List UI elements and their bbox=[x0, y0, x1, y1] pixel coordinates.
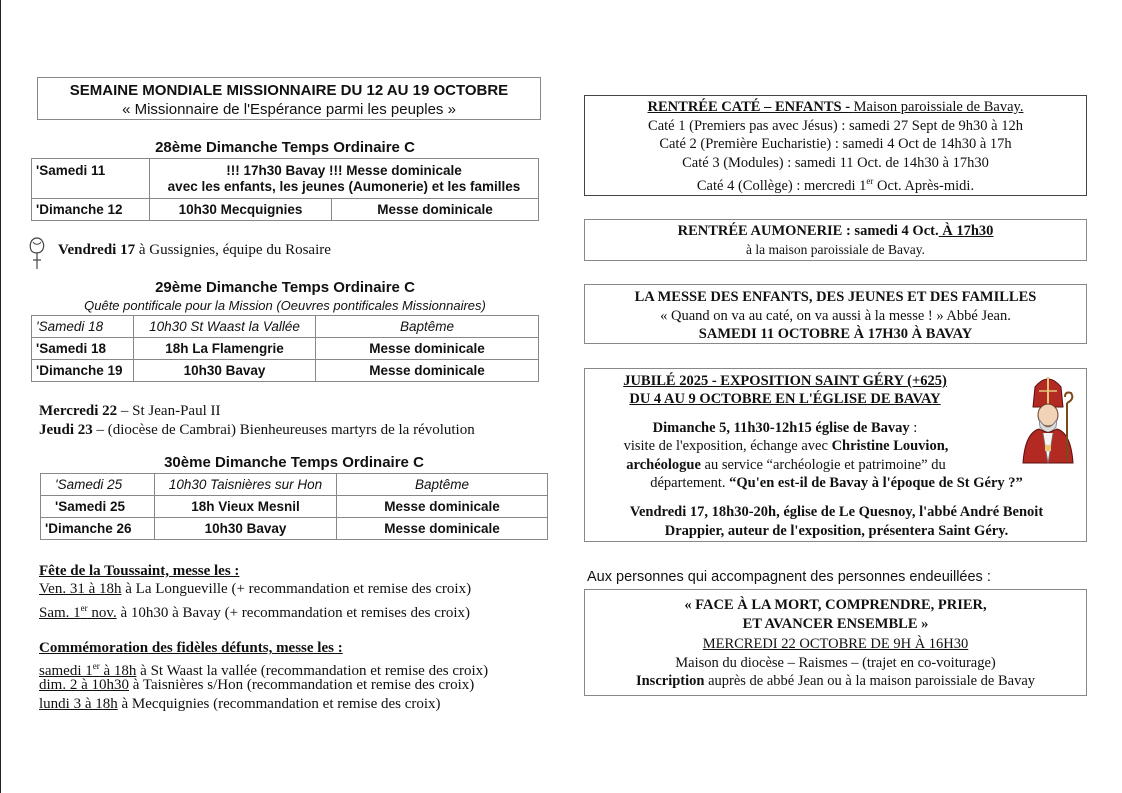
saint-day: Jeudi 23 bbox=[39, 422, 93, 438]
day-cell: 'Samedi 25 bbox=[41, 474, 155, 496]
day-cell: 'Samedi 18 bbox=[32, 338, 134, 360]
jubile-vendredi-2: Drappier, auteur de l'exposition, présentera Saint Géry. bbox=[664, 523, 1009, 539]
event-cell: Messe dominicale bbox=[316, 338, 539, 360]
cate-last-text: Oct. Après-midi. bbox=[873, 177, 975, 194]
dim29-heading: 29ème Dimanche Temps Ordinaire C bbox=[155, 279, 415, 296]
jubile-archeologue bbox=[585, 456, 987, 475]
saint-text: – St Jean-Paul II bbox=[117, 403, 221, 419]
aumonerie-title bbox=[585, 222, 1086, 241]
jubile-title-1: JUBILÉ 2025 - EXPOSITION SAINT GÉRY (+625) bbox=[623, 373, 947, 389]
jubile-arch-bold: archéologue bbox=[626, 457, 701, 473]
defunts-heading: Commémoration des fidèles défunts, messe les : bbox=[39, 640, 343, 656]
cate-line bbox=[585, 172, 1086, 195]
jubile-vendredi: Vendredi 17, 18h30-20h, église de Le Quesnoy, l'abbé André Benoit bbox=[629, 504, 1044, 520]
messe-enfants-box bbox=[584, 284, 1087, 344]
vendredi17-line bbox=[58, 241, 331, 260]
date-part: Sam. 1 bbox=[39, 605, 81, 621]
table-row bbox=[41, 474, 548, 496]
cate-line: Caté 2 (Première Eucharistie) : samedi 4 Oct de 14h30 à 17h bbox=[659, 136, 1012, 152]
cate-line: Caté 3 (Modules) : samedi 11 Oct. de 14h30 à 17h30 bbox=[682, 154, 989, 171]
place-cell: 10h30 Mecquignies bbox=[150, 199, 332, 221]
inscription-text: auprès de abbé Jean ou à la maison paroissiale de Bavay bbox=[704, 673, 1036, 689]
day-cell: 'Dimanche 19 bbox=[32, 360, 134, 382]
cate-last-sup: er bbox=[866, 176, 874, 186]
saint-line-jeudi bbox=[39, 421, 475, 440]
toussaint-line bbox=[39, 580, 471, 599]
endeuilles-title-2: ET AVANCER ENSEMBLE » bbox=[742, 615, 929, 632]
jubile-box bbox=[584, 368, 1087, 542]
date-part: nov. bbox=[87, 605, 117, 621]
cate-line: Caté 1 (Premiers pas avec Jésus) : samedi 27 Sept de 9h30 à 12h bbox=[648, 117, 1023, 134]
place-cell: 10h30 St Waast la Vallée bbox=[134, 316, 316, 338]
defunts-text: à Mecquignies (recommandation et remise des croix) bbox=[117, 696, 441, 712]
messe-enfants-title: LA MESSE DES ENFANTS, DES JEUNES ET DES FAMILLES bbox=[634, 289, 1037, 305]
day-cell: 'Samedi 25 bbox=[41, 496, 155, 518]
aumonerie-box bbox=[584, 219, 1087, 261]
event-cell: Messe dominicale bbox=[337, 496, 548, 518]
toussaint-date: Ven. 31 à 18h bbox=[39, 581, 122, 597]
jubile-dept-quote: “Qu'en est-il de Bavay à l'époque de St Géry ?” bbox=[729, 475, 1023, 491]
event-cell: Messe dominicale bbox=[316, 360, 539, 382]
place-cell: 10h30 Bavay bbox=[155, 518, 337, 540]
semaine-subtitle: « Missionnaire de l'Espérance parmi les peuples » bbox=[122, 101, 456, 118]
table-row bbox=[41, 518, 548, 540]
defunts-date: dim. 2 à 10h30 bbox=[39, 677, 129, 693]
event-cell: Messe dominicale bbox=[332, 199, 539, 221]
toussaint-text: à La Longueville (+ recommandation et remise des croix) bbox=[121, 581, 472, 597]
saint-line-mercredi bbox=[39, 402, 221, 421]
event-line-1: !!! 17h30 Bavay !!! Messe dominicale bbox=[226, 162, 462, 178]
cate-title bbox=[585, 98, 1086, 117]
saint-text: – (diocèse de Cambrai) Bienheureuses martyrs de la révolution bbox=[92, 422, 475, 438]
jubile-dept-text: département. bbox=[650, 475, 730, 491]
table-row bbox=[32, 360, 539, 382]
date-part: à 18h bbox=[99, 663, 137, 679]
endeuilles-title-1: « FACE À LA MORT, COMPRENDRE, PRIER, bbox=[684, 597, 987, 613]
jubile-dimanche bbox=[585, 419, 985, 438]
date-sup: er bbox=[92, 661, 100, 671]
jubile-departement bbox=[585, 474, 1088, 493]
dim29-subtitle: Quête pontificale pour la Mission (Oeuvres pontificales Missionnaires) bbox=[84, 298, 486, 313]
cate-title-place: Maison paroissiale de Bavay. bbox=[853, 99, 1024, 115]
dim28-table bbox=[31, 158, 539, 221]
table-row bbox=[32, 338, 539, 360]
date-sup: er bbox=[80, 603, 88, 613]
place-cell: 10h30 Taisnières sur Hon bbox=[155, 474, 337, 496]
toussaint-text: à 10h30 à Bavay (+ recommandation et remises des croix) bbox=[116, 605, 471, 621]
dim30-heading: 30ème Dimanche Temps Ordinaire C bbox=[164, 454, 424, 471]
cate-last-text: Caté 4 (Collège) : mercredi 1 bbox=[696, 177, 867, 194]
table-row bbox=[32, 199, 539, 221]
page-edge bbox=[0, 0, 1, 793]
defunts-line bbox=[39, 676, 474, 695]
endeuilles-box bbox=[584, 589, 1087, 696]
day-cell: 'Dimanche 12 bbox=[32, 199, 150, 221]
inscription-label: Inscription bbox=[635, 673, 705, 689]
event-cell: Baptême bbox=[337, 474, 548, 496]
jubile-visite bbox=[585, 437, 987, 456]
event-cell bbox=[150, 159, 539, 199]
messe-enfants-date: SAMEDI 11 OCTOBRE À 17H30 À BAVAY bbox=[698, 326, 973, 342]
toussaint-line bbox=[39, 599, 470, 623]
event-cell: Baptême bbox=[316, 316, 539, 338]
endeuilles-lieu: Maison du diocèse – Raismes – (trajet en co-voiturage) bbox=[675, 654, 996, 671]
place-cell: 18h La Flamengrie bbox=[134, 338, 316, 360]
aumonerie-time: À 17h30 bbox=[938, 223, 994, 239]
aumonerie-place: à la maison paroissiale de Bavay. bbox=[745, 241, 926, 257]
endeuilles-intro: Aux personnes qui accompagnent des personnes endeuillées : bbox=[587, 569, 991, 585]
jubile-arch-text: au service “archéologie et patrimoine” du bbox=[700, 457, 946, 473]
aumonerie-title-text: RENTRÉE AUMONERIE : samedi 4 Oct. bbox=[677, 223, 939, 239]
day-cell: 'Samedi 11 bbox=[32, 159, 150, 199]
dim30-table bbox=[40, 473, 548, 540]
vendredi17-day: Vendredi 17 bbox=[58, 242, 136, 258]
place-cell: 10h30 Bavay bbox=[134, 360, 316, 382]
place-cell: 18h Vieux Mesnil bbox=[155, 496, 337, 518]
semaine-missionnaire-box bbox=[37, 77, 541, 120]
day-cell: 'Samedi 18 bbox=[32, 316, 134, 338]
rosary-icon bbox=[26, 235, 48, 271]
table-row bbox=[32, 159, 539, 199]
date-part: samedi 1 bbox=[39, 663, 93, 679]
defunts-date: lundi 3 à 18h bbox=[39, 696, 118, 712]
toussaint-heading: Fête de la Toussaint, messe les : bbox=[39, 563, 240, 579]
endeuilles-inscription bbox=[585, 672, 1086, 691]
cate-box bbox=[584, 95, 1087, 196]
table-row bbox=[32, 316, 539, 338]
endeuilles-date: MERCREDI 22 OCTOBRE DE 9H À 16H30 bbox=[702, 636, 969, 652]
messe-enfants-quote: « Quand on va au caté, on va aussi à la messe ! » Abbé Jean. bbox=[660, 307, 1011, 324]
dim29-table bbox=[31, 315, 539, 382]
toussaint-date bbox=[39, 605, 117, 621]
cate-title-main: RENTRÉE CATÉ – ENFANTS - bbox=[647, 99, 854, 115]
vendredi17-text: à Gussignies, équipe du Rosaire bbox=[135, 242, 331, 258]
defunts-text: à St Waast la vallée (recommandation et remise des croix) bbox=[136, 663, 489, 679]
jubile-visite-text: visite de l'exposition, échange avec bbox=[623, 438, 832, 454]
saint-gery-icon bbox=[1019, 373, 1077, 465]
defunts-text: à Taisnières s/Hon (recommandation et remise des croix) bbox=[129, 677, 475, 693]
saint-day: Mercredi 22 bbox=[39, 403, 118, 419]
jubile-title-2: DU 4 AU 9 OCTOBRE EN L'ÉGLISE DE BAVAY bbox=[629, 391, 941, 407]
jubile-visite-name: Christine Louvion, bbox=[831, 438, 949, 454]
jubile-dimanche-colon: : bbox=[909, 420, 918, 436]
semaine-title: SEMAINE MONDIALE MISSIONNAIRE DU 12 AU 19 OCTOBRE bbox=[69, 82, 509, 99]
defunts-line bbox=[39, 695, 441, 714]
dim28-heading: 28ème Dimanche Temps Ordinaire C bbox=[155, 139, 415, 156]
jubile-dimanche-text: Dimanche 5, 11h30-12h15 église de Bavay bbox=[652, 420, 910, 436]
event-cell: Messe dominicale bbox=[337, 518, 548, 540]
day-cell: 'Dimanche 26 bbox=[41, 518, 155, 540]
table-row bbox=[41, 496, 548, 518]
event-line-2: avec les enfants, les jeunes (Aumonerie) et les familles bbox=[167, 178, 521, 194]
